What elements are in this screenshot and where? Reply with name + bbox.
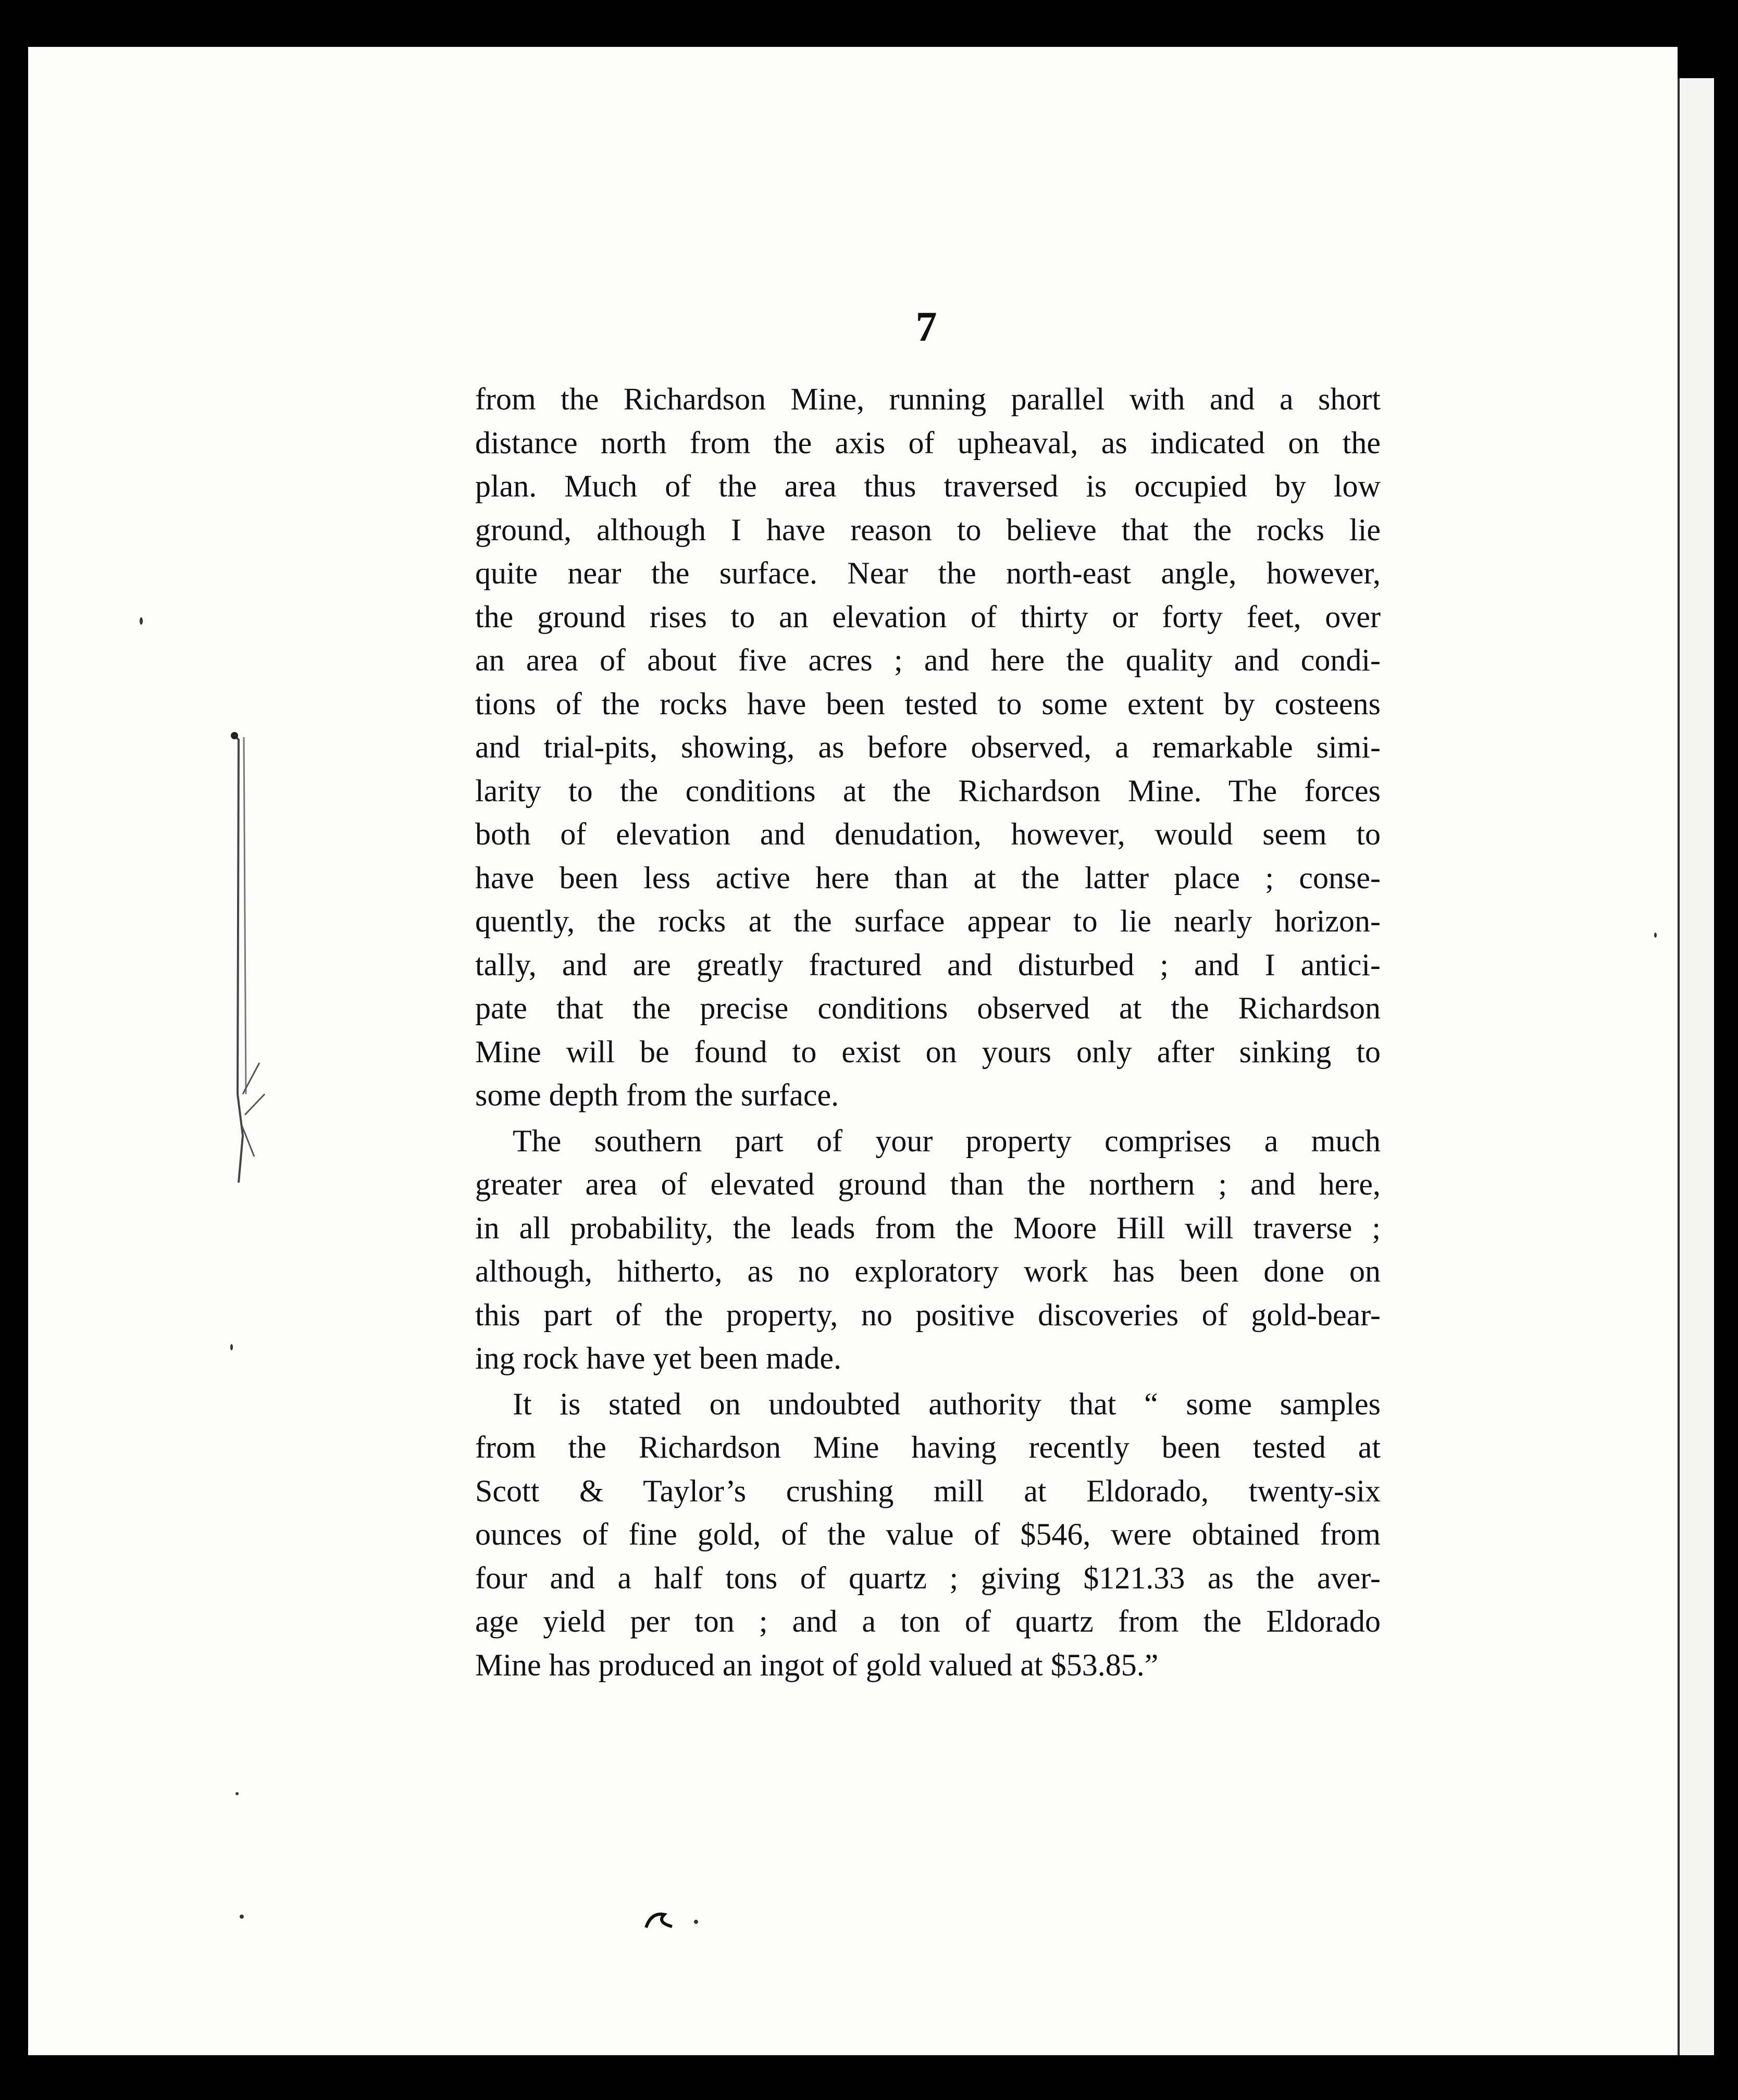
- paragraph: [475, 378, 1381, 1117]
- text-line: Scott & Taylor’s crushing mill at Eldorado, twenty-six: [475, 1473, 1381, 1508]
- page-number: 7: [915, 303, 937, 350]
- text-line: distance north from the axis of upheaval, as indicated on the: [475, 425, 1381, 460]
- paragraph: [475, 1383, 1381, 1687]
- text-line: four and a half tons of quartz ; giving $121.33 as the aver-: [475, 1560, 1381, 1595]
- text-line: tions of the rocks have been tested to some extent by costeens: [475, 686, 1381, 721]
- text-line: Mine has produced an ingot of gold valued at $53.85.”: [475, 1647, 1159, 1682]
- body-text: [475, 378, 1381, 1689]
- text-line: an area of about five acres ; and here the quality and condi-: [475, 643, 1381, 677]
- text-line: Mine will be found to exist on yours only after sinking to: [475, 1034, 1381, 1069]
- text-line: both of elevation and denudation, however, would seem to: [475, 817, 1381, 851]
- ink-speck: [230, 1344, 233, 1350]
- text-line: quently, the rocks at the surface appear to lie nearly horizon-: [475, 904, 1381, 938]
- ink-speck: [140, 617, 143, 625]
- text-line: and trial-pits, showing, as before observed, a remarkable simi-: [475, 730, 1381, 764]
- text-line: age yield per ton ; and a ton of quartz from the Eldorado: [475, 1604, 1381, 1638]
- scan-border-bottom: [0, 2055, 1738, 2100]
- scan-border-top: [0, 0, 1738, 47]
- text-line: plan. Much of the area thus traversed is occupied by low: [475, 469, 1381, 503]
- scan-border-right: [1714, 0, 1738, 2100]
- text-line: The southern part of your property comprises a much: [513, 1123, 1381, 1158]
- text-line: ing rock have yet been made.: [475, 1341, 842, 1375]
- text-line: greater area of elevated ground than the northern ; and here,: [475, 1167, 1381, 1201]
- text-line: tally, and are greatly fractured and disturbed ; and I antici-: [475, 947, 1381, 982]
- text-line: in all probability, the leads from the Moore Hill will traverse ;: [475, 1210, 1381, 1245]
- text-line: pate that the precise conditions observed at the Richardson: [475, 991, 1381, 1025]
- text-line: some depth from the surface.: [475, 1078, 839, 1112]
- ink-speck: [235, 1792, 239, 1795]
- text-line: from the Richardson Mine, running parallel with and a short: [475, 382, 1381, 416]
- paragraph: [475, 1120, 1381, 1381]
- text-line: quite near the surface. Near the north-east angle, however,: [475, 556, 1381, 590]
- text-line: It is stated on undoubted authority that “ some samples: [513, 1386, 1381, 1421]
- ink-scribble-mark: [641, 1902, 709, 1933]
- text-line: ounces of fine gold, of the value of $546, were obtained from: [475, 1517, 1381, 1551]
- page-edge: [1678, 78, 1716, 2055]
- text-line: ground, although I have reason to believe that the rocks lie: [475, 512, 1381, 547]
- text-line: from the Richardson Mine having recently been tested at: [475, 1430, 1381, 1464]
- scan-border-left: [0, 0, 28, 2100]
- text-line: the ground rises to an elevation of thirty or forty feet, over: [475, 599, 1381, 634]
- text-line: have been less active here than at the latter place ; conse-: [475, 860, 1381, 895]
- text-line: larity to the conditions at the Richardson Mine. The forces: [475, 773, 1381, 808]
- binding-thread-mark: [223, 729, 270, 1198]
- text-line: although, hitherto, as no exploratory work has been done on: [475, 1254, 1381, 1288]
- ink-speck: [240, 1915, 244, 1919]
- ink-speck: [1654, 933, 1657, 938]
- text-line: this part of the property, no positive discoveries of gold-bear-: [475, 1297, 1381, 1332]
